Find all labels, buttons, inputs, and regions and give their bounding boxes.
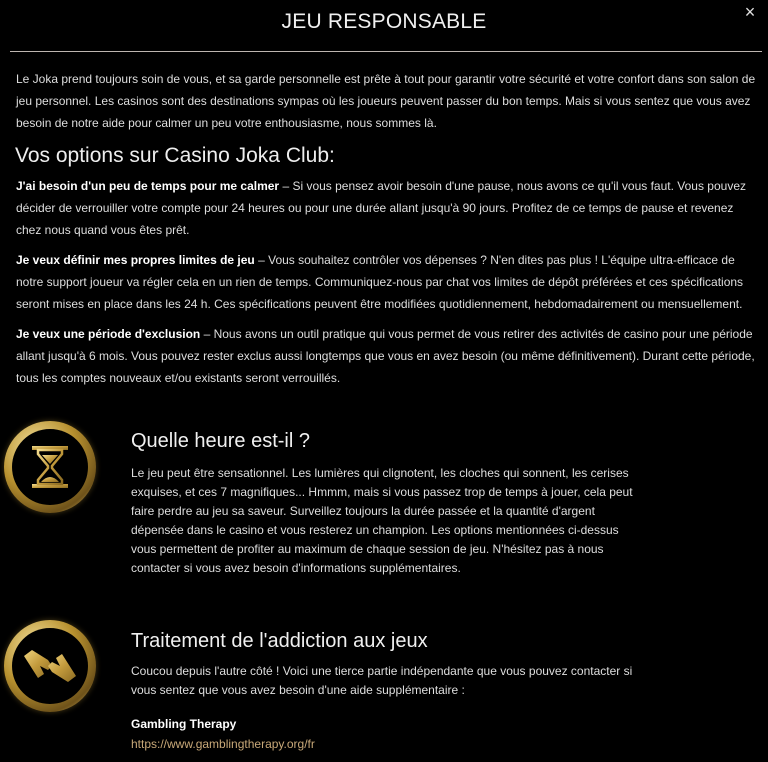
section-time-heading: Quelle heure est-il ? — [131, 430, 310, 452]
helping-hands-icon — [22, 648, 78, 684]
option-title: Je veux une période d'exclusion — [16, 327, 201, 341]
option-title: J'ai besoin d'un peu de temps pour me calmer — [16, 179, 280, 193]
section-time-body: Le jeu peut être sensationnel. Les lumières qui clignotent, les cloches qui sonnent, les cerises exquises, et ces 7 magnifiques... Hmmm, mais si vous passez trop de temps à jouer, cela peut faire perdre au jeu sa saveur. Surveillez toujours la durée passée et la quantité d'argent dépensée dans le casino et vous resterez un champion. Les options mentionnées ci-dessus vous permettent de profiter au maximum de chaque session de jeu. N'hésitez pas à nous contacter si vous avez besoin d'informations supplémentaires. — [131, 466, 633, 575]
title-divider — [10, 51, 762, 52]
options-heading: Vos options sur Casino Joka Club: — [15, 144, 335, 167]
option-text: – Vous souhaitez contrôler vos dépenses ? N'en dites pas plus ! L'équipe ultra-efficace de notre support joueur va régler cela en un rien de temps. Communiquez-nous par chat vos limites de dépôt préférées et ces spécifications seront mises en place dans les 24 h. Ces spécifications peuvent être modifiées quotidiennement, hebdomadairement ou mensuellement. — [16, 253, 744, 311]
modal-title: JEU RESPONSABLE — [281, 10, 487, 33]
option-limits — [16, 249, 758, 315]
option-text: – Si vous pensez avoir besoin d'une pause, nous avons ce qu'il vous faut. Vous pouvez décider de verrouiller votre compte pour 24 heures ou pour une durée allant jusqu'à 90 jours. Profitez de ce temps de pause et revenez chez nous quand vous êtes prêt. — [16, 179, 746, 237]
intro-paragraph: Le Joka prend toujours soin de vous, et sa garde personnelle est prête à tout pour garantir votre sécurité et votre confort dans son salon de jeu personnel. Les casinos sont des destinations sympas où les joueurs peuvent passer du bon temps. Mais si vous sentez que vous avez besoin de notre aide pour calmer un peu votre enthousiasme, nous sommes là. — [16, 72, 756, 130]
section-addiction-heading: Traitement de l'addiction aux jeux — [131, 630, 428, 652]
option-exclusion — [16, 323, 758, 389]
resource-link[interactable]: https://www.gamblingtherapy.org/fr — [131, 737, 315, 751]
resource-name: Gambling Therapy — [131, 717, 237, 731]
section-addiction-body: Coucou depuis l'autre côté ! Voici une tierce partie indépendante que vous pouvez contacter si vous sentez que vous avez besoin d'une aide supplémentaire : — [131, 664, 633, 697]
option-text: – Nous avons un outil pratique qui vous permet de vous retirer des activités de casino pour une période allant jusqu'à 6 mois. Vous pouvez rester exclus aussi longtemps que vous en avez besoin (ou même définitivement). Durant cette période, tous les comptes nouveaux et/ou existants seront verrouillés. — [16, 327, 755, 385]
option-title: Je veux définir mes propres limites de jeu — [16, 253, 255, 267]
close-icon[interactable]: × — [744, 2, 756, 22]
helping-hands-emblem — [4, 620, 96, 712]
hourglass-icon — [30, 444, 70, 490]
option-cooldown — [16, 175, 758, 241]
hourglass-emblem — [4, 421, 96, 513]
